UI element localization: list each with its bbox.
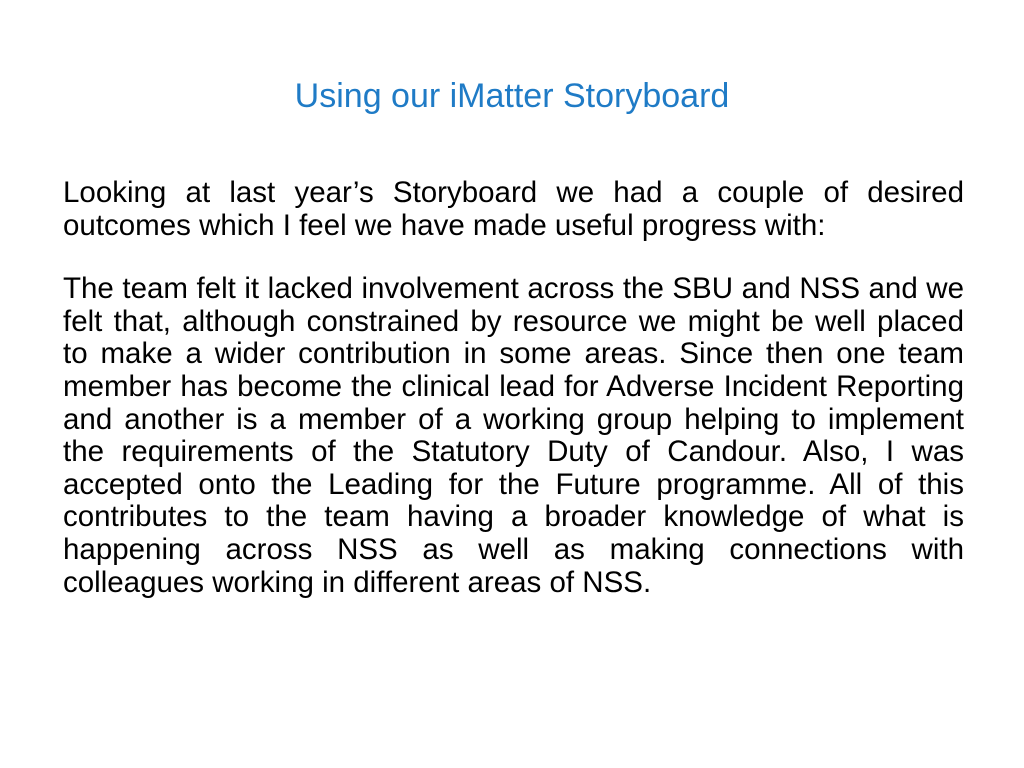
intro-paragraph: Looking at last year’s Storyboard we had a couple of desired outcomes which I feel we have made useful progress with:	[63, 176, 964, 242]
slide-title: Using our iMatter Storyboard	[294, 77, 730, 115]
slide-body	[63, 177, 964, 599]
progress-paragraph: The team felt it lacked involvement across the SBU and NSS and we felt that, although constrained by resource we might be well placed to make a wider contribution in some areas. Since then one team member has become the clinical lead for Adverse Incident Reporting and another is a member of a working group helping to implement the requirements of the Statutory Duty of Candour. Also, I was accepted onto the Leading for the Future programme. All of this contributes to the team having a broader knowledge of what is happening across NSS as well as making connections with colleagues working in different areas of NSS.	[63, 272, 964, 599]
